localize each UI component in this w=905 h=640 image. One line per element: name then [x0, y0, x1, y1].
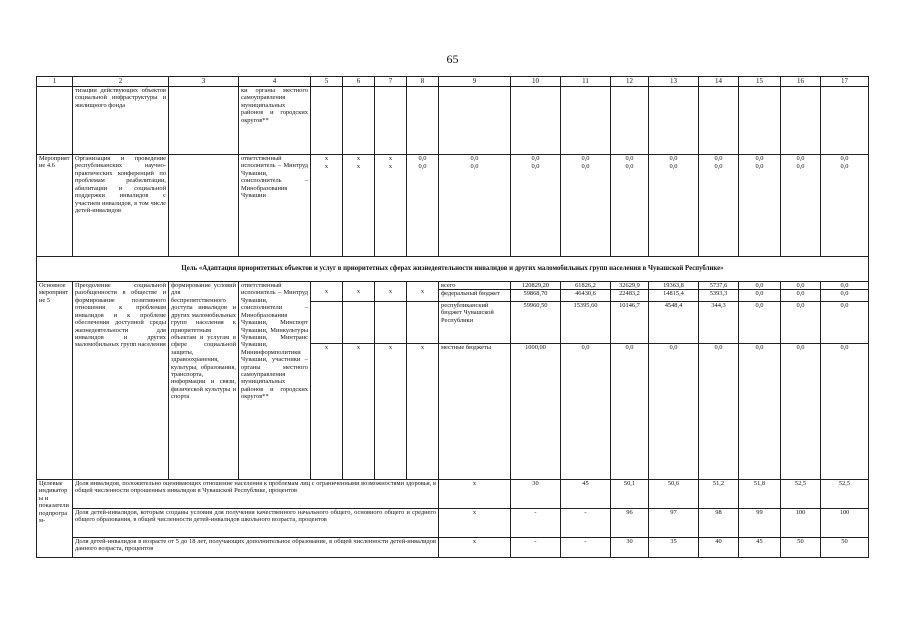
table-row [37, 480, 869, 509]
table-row [37, 282, 869, 302]
value-cell: 50,6 [649, 480, 699, 509]
value-cell: 0,0 [755, 163, 764, 170]
indicator-text: Доля детей-инвалидов, которым созданы условия для получения качественного начального общего, основного общего и среднего общего образования, в общей численности детей-инвалидов школьного возраста, процентов [73, 509, 439, 538]
value-cell: 0,0 [611, 344, 649, 480]
value-cell: 0,0 [714, 155, 723, 162]
value-cell: - [561, 509, 611, 538]
value-cell: x [356, 155, 361, 162]
value-cell: 96 [611, 509, 649, 538]
value-cell: 0,0 [625, 155, 634, 162]
value-cell: 0,0 [561, 344, 611, 480]
value-cell: 120829,20 59868,70 [511, 282, 561, 302]
value-cell: x [407, 344, 439, 480]
activity-cell: Организация и проведение республиканских научно-практических конференций по проблемам реабилитации, абилитации и социальной поддержки инвалидов с участием инвалидов, в том числе детей-инвалидов [73, 155, 169, 257]
value-cell: 100 [781, 509, 821, 538]
header-cell: 9 [439, 77, 511, 87]
value-cell: 50 [781, 538, 821, 558]
value-cell: 0,0 [755, 155, 764, 162]
value-cell: x [311, 344, 343, 480]
value-cell: 52,5 [821, 480, 869, 509]
value-cell: 0,0 [821, 344, 869, 480]
value-cell: 50 [821, 538, 869, 558]
value-cell: 0,0 [781, 344, 821, 480]
header-cell: 14 [699, 77, 739, 87]
value-cell: 0,0 [470, 155, 479, 162]
value-cell: 0,0 0,0 [781, 282, 821, 302]
value-cell: 15395,60 [561, 302, 611, 344]
goal-row [37, 257, 869, 282]
value-cell: - [511, 509, 561, 538]
table-row [37, 87, 869, 155]
value-cell: 0,0 [796, 155, 805, 162]
value-cell: 59960,50 [511, 302, 561, 344]
indicator-text: Доля детей-инвалидов в возрасте от 5 до 18 лет, получающих дополнительное образование, в общей численности детей-инвалидов данного возраста, процентов [73, 538, 439, 558]
value-cell: 0,0 [739, 302, 781, 344]
value-cell: 344,3 [699, 302, 739, 344]
header-cell: 11 [561, 77, 611, 87]
value-cell: 5737,6 5393,3 [699, 282, 739, 302]
header-cell: 17 [821, 77, 869, 87]
value-cell: 45 [739, 538, 781, 558]
value-cell: - [511, 538, 561, 558]
program-table [36, 76, 869, 558]
value-cell: x [375, 344, 407, 480]
value-cell: x [439, 509, 511, 538]
value-cell: x [324, 163, 329, 170]
value-cell: 0,0 [418, 163, 427, 170]
value-cell: 32629,9 22483,2 [611, 282, 649, 302]
source-cell: местные бюджеты [439, 344, 511, 480]
executor-cell: ответственный исполнитель – Минтруд Чувашии, соисполнители – Минобразования Чувашии, Минспорт Чувашии, Минкультуры Чувашии, Минтранс Чувашии, Мининформполитики Чувашии, участники – органы местного самоуправления муниципальных районов и городских округов** [239, 282, 311, 480]
value-cell: 0,0 0,0 [739, 282, 781, 302]
header-cell: 15 [739, 77, 781, 87]
value-cell: 40 [699, 538, 739, 558]
value-cell: x [375, 282, 407, 302]
value-cell: 0,0 [470, 163, 479, 170]
value-cell: x [311, 282, 343, 302]
value-cell: x [343, 282, 375, 302]
measure-label: Основное мероприятие 5 [37, 282, 73, 480]
table-row [37, 155, 869, 257]
value-cell: 0,0 [531, 155, 540, 162]
measure-label: Мероприятие 4.6 [37, 155, 73, 257]
value-cell: 0,0 [739, 344, 781, 480]
value-cell: 0,0 [625, 163, 634, 170]
value-cell: 0,0 [840, 163, 849, 170]
page-number: 65 [446, 52, 459, 66]
value-cell: 0,0 [840, 155, 849, 162]
value-cell [311, 302, 343, 344]
indicators-label: Целевые индикаторы и показатели подпрограм- [37, 480, 73, 558]
header-cell: 2 [73, 77, 169, 87]
value-cell: 30 [611, 538, 649, 558]
value-cell: 4548,4 [649, 302, 699, 344]
value-cell: x [407, 282, 439, 302]
goal-cell: формирование условий для беспрепятственного доступа инвалидов и других маломобильных групп населения к приоритетным объектам и услугам в сфере социальной защиты, здравоохранения, культуры, образования, транспорта, информации и связи, физической культуры и спорта [169, 282, 239, 480]
executor-cell: ответственный исполнитель – Минтруд Чувашии, соисполнитель – Минобразования Чувашии [239, 155, 311, 257]
value-cell: 35 [649, 538, 699, 558]
value-cell: 52,5 [781, 480, 821, 509]
value-cell: - [561, 538, 611, 558]
value-cell: 0,0 [714, 163, 723, 170]
value-cell: 1000,00 [511, 344, 561, 480]
source-cell: всего федеральный бюджет [439, 282, 511, 302]
value-cell: 45 [561, 480, 611, 509]
value-cell: 0,0 [821, 302, 869, 344]
value-cell: 98 [699, 509, 739, 538]
executor-cell: ки органы местного самоуправления муниципальных районов и городских округов** [239, 87, 311, 155]
value-cell: 0,0 [699, 344, 739, 480]
value-cell: 99 [739, 509, 781, 538]
value-cell: 0,0 [649, 344, 699, 480]
value-cell: x [439, 480, 511, 509]
header-cell: 7 [375, 77, 407, 87]
activity-cell: тизации действующих объектов социальной инфраструктуры и жилищного фонда [73, 87, 169, 155]
value-cell: 50,1 [611, 480, 649, 509]
activity-cell: Преодоление социальной разобщенности в обществе и формирование позитивного отношения к проблемам инвалидов и к проблеме обеспечения доступной среды жизнедеятельности для инвалидов и других маломобильных групп населения [73, 282, 169, 480]
header-cell: 12 [611, 77, 649, 87]
header-cell: 5 [311, 77, 343, 87]
value-cell: 0,0 [418, 155, 427, 162]
value-cell: 0,0 0,0 [821, 282, 869, 302]
value-cell: 0,0 [796, 163, 805, 170]
header-row [37, 77, 869, 87]
value-cell: 0,0 [669, 163, 678, 170]
table-row [37, 538, 869, 558]
goal-heading: Цель «Адаптация приоритетных объектов и услуг в приоритетных сферах жизнедеятельности инвалидов и других маломобильных групп населения в Чувашской Республике» [37, 257, 869, 282]
header-cell: 10 [511, 77, 561, 87]
value-cell: 0,0 [669, 155, 678, 162]
header-cell: 4 [239, 77, 311, 87]
value-cell: x [388, 163, 393, 170]
value-cell: x [343, 344, 375, 480]
header-cell: 16 [781, 77, 821, 87]
header-cell: 8 [407, 77, 439, 87]
value-cell: x [324, 155, 329, 162]
table-row [37, 509, 869, 538]
value-cell: x [388, 155, 393, 162]
header-cell: 1 [37, 77, 73, 87]
value-cell: 0,0 [531, 163, 540, 170]
header-cell: 3 [169, 77, 239, 87]
value-cell: 97 [649, 509, 699, 538]
header-cell: 6 [343, 77, 375, 87]
value-cell: 51,2 [699, 480, 739, 509]
value-cell: 51,8 [739, 480, 781, 509]
value-cell: 0,0 [581, 163, 590, 170]
indicator-text: Доля инвалидов, положительно оценивающих отношение населения к проблемам лиц с ограниченными возможностями здоровья, в общей численности опрошенных инвалидов в Чувашской Республике, процентов [73, 480, 439, 509]
value-cell: 61826,2 46430,6 [561, 282, 611, 302]
value-cell: 30 [511, 480, 561, 509]
source-cell: республиканский бюджет Чувашской Республики [439, 302, 511, 344]
value-cell: 100 [821, 509, 869, 538]
value-cell: 10146,7 [611, 302, 649, 344]
value-cell: x [356, 163, 361, 170]
value-cell: 19363,8 14815,4 [649, 282, 699, 302]
value-cell: 0,0 [781, 302, 821, 344]
header-cell: 13 [649, 77, 699, 87]
value-cell: x [439, 538, 511, 558]
value-cell: 0,0 [581, 155, 590, 162]
